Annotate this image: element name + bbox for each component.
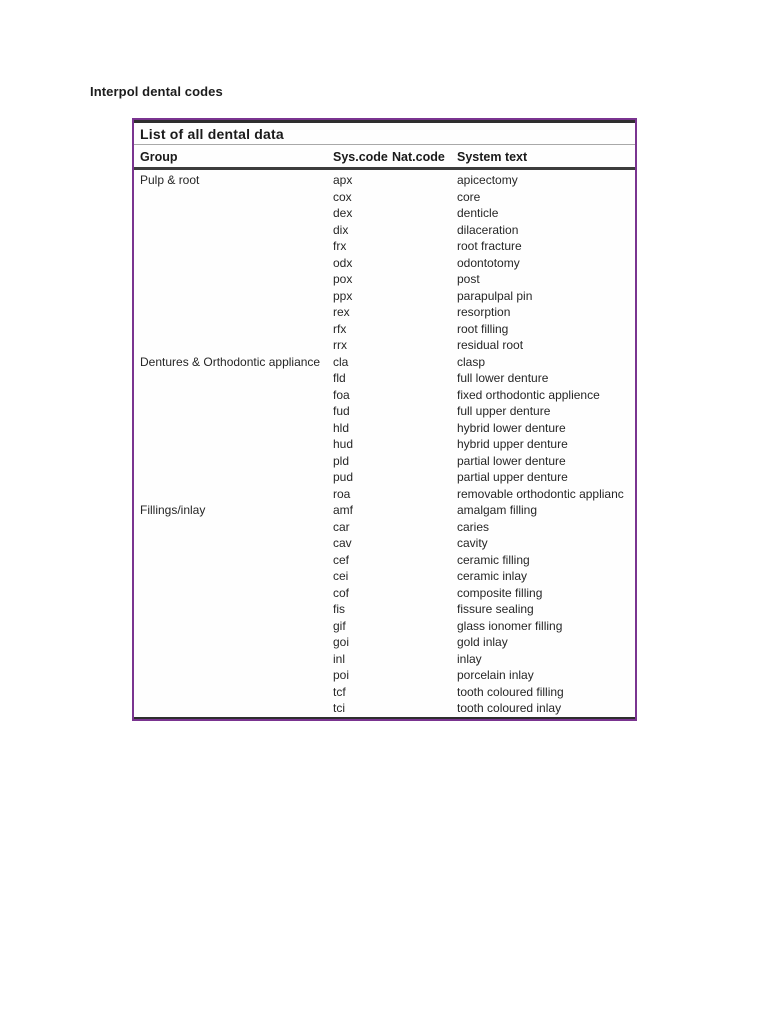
cell-system-text: fixed orthodontic applience <box>457 387 600 402</box>
cell-system-text: root filling <box>457 321 509 336</box>
table-row <box>134 568 635 585</box>
cell-sys-code: cof <box>333 585 350 600</box>
table-row <box>134 601 635 618</box>
table-header-row <box>134 145 635 170</box>
cell-sys-code: cav <box>333 536 352 550</box>
table-row <box>134 469 635 486</box>
table-row <box>134 189 635 206</box>
cell-system-text: parapulpal pin <box>457 288 533 303</box>
cell-sys-code: ppx <box>333 288 353 303</box>
cell-sys-code: inl <box>333 651 346 666</box>
cell-system-text: residual root <box>457 338 524 352</box>
cell-sys-code: hud <box>333 437 354 451</box>
cell-system-text: resorption <box>457 305 511 319</box>
cell-system-text: ceramic inlay <box>457 569 528 583</box>
dental-codes-table <box>132 118 637 721</box>
cell-system-text: partial lower denture <box>457 453 566 468</box>
cell-system-text: hybrid upper denture <box>457 437 568 451</box>
cell-system-text: inlay <box>457 651 482 666</box>
cell-system-text: removable orthodontic applianc <box>457 486 624 501</box>
table-row <box>134 403 635 420</box>
cell-sys-code: car <box>333 519 350 534</box>
cell-system-text: apicectomy <box>457 173 518 187</box>
cell-system-text: amalgam filling <box>457 503 538 517</box>
table-row <box>134 618 635 635</box>
cell-system-text: tooth coloured filling <box>457 684 564 699</box>
cell-sys-code: pud <box>333 470 354 484</box>
table-rows <box>134 170 635 717</box>
table-row <box>134 420 635 437</box>
table-row <box>134 387 635 404</box>
cell-sys-code: goi <box>333 635 350 649</box>
cell-group: Pulp & root <box>140 173 200 187</box>
cell-sys-code: dix <box>333 222 349 237</box>
cell-system-text: full upper denture <box>457 404 551 418</box>
cell-sys-code: cei <box>333 569 349 583</box>
cell-sys-code: cox <box>333 189 352 204</box>
cell-sys-code: poi <box>333 668 350 682</box>
table-row <box>134 486 635 503</box>
cell-sys-code: apx <box>333 173 353 187</box>
cell-sys-code: tcf <box>333 684 346 699</box>
table-title: List of all dental data <box>134 123 635 145</box>
cell-sys-code: rfx <box>333 321 347 336</box>
cell-sys-code: roa <box>333 486 351 501</box>
table-row <box>134 453 635 470</box>
table-row <box>134 651 635 668</box>
table-row <box>134 337 635 354</box>
cell-sys-code: tci <box>333 701 345 715</box>
cell-system-text: core <box>457 189 481 204</box>
cell-system-text: glass ionomer filling <box>457 618 563 633</box>
cell-system-text: denticle <box>457 206 499 220</box>
cell-sys-code: cla <box>333 354 349 369</box>
table-row <box>134 535 635 552</box>
cell-system-text: composite filling <box>457 585 543 600</box>
table-row <box>134 172 635 189</box>
cell-sys-code: amf <box>333 503 354 517</box>
table-row <box>134 519 635 536</box>
table-row <box>134 255 635 272</box>
table-row <box>134 436 635 453</box>
cell-system-text: gold inlay <box>457 635 508 649</box>
table-row <box>134 205 635 222</box>
table-row <box>134 370 635 387</box>
cell-sys-code: gif <box>333 618 346 633</box>
cell-sys-code: pld <box>333 453 350 468</box>
cell-system-text: cavity <box>457 536 488 550</box>
cell-sys-code: rex <box>333 305 350 319</box>
cell-system-text: partial upper denture <box>457 470 568 484</box>
table-row <box>134 552 635 569</box>
table-row <box>134 288 635 305</box>
table-row <box>134 684 635 701</box>
cell-system-text: root fracture <box>457 239 522 253</box>
table-row <box>134 585 635 602</box>
cell-system-text: odontotomy <box>457 255 520 270</box>
page-title: Interpol dental codes <box>90 84 223 99</box>
cell-system-text: porcelain inlay <box>457 668 534 682</box>
table-row <box>134 321 635 338</box>
table-row <box>134 700 635 717</box>
cell-sys-code: foa <box>333 387 350 402</box>
cell-sys-code: pox <box>333 272 353 286</box>
table-inner-frame <box>134 120 635 719</box>
cell-sys-code: fld <box>333 371 346 385</box>
column-header-sys-code: Sys.code <box>333 150 388 164</box>
cell-system-text: dilaceration <box>457 222 519 237</box>
column-header-system-text: System text <box>457 150 528 164</box>
table-row <box>134 634 635 651</box>
cell-group: Dentures & Orthodontic appliance <box>140 354 321 369</box>
cell-sys-code: frx <box>333 239 347 253</box>
cell-sys-code: dex <box>333 206 353 220</box>
cell-sys-code: fud <box>333 404 350 418</box>
cell-system-text: full lower denture <box>457 371 549 385</box>
cell-sys-code: odx <box>333 255 353 270</box>
table-row <box>134 238 635 255</box>
cell-system-text: post <box>457 272 480 286</box>
table-row <box>134 222 635 239</box>
cell-sys-code: rrx <box>333 338 347 352</box>
cell-system-text: fissure sealing <box>457 602 534 616</box>
cell-system-text: hybrid lower denture <box>457 420 566 435</box>
cell-system-text: tooth coloured inlay <box>457 701 562 715</box>
cell-sys-code: hld <box>333 420 350 435</box>
cell-system-text: clasp <box>457 354 486 369</box>
column-header-nat-code: Nat.code <box>392 150 445 164</box>
table-row <box>134 304 635 321</box>
column-header-group: Group <box>140 150 178 164</box>
table-row <box>134 667 635 684</box>
table-row <box>134 271 635 288</box>
cell-system-text: ceramic filling <box>457 552 530 567</box>
table-row <box>134 354 635 371</box>
cell-system-text: caries <box>457 519 490 534</box>
cell-sys-code: fis <box>333 602 345 616</box>
cell-sys-code: cef <box>333 552 350 567</box>
cell-group: Fillings/inlay <box>140 503 206 517</box>
table-row <box>134 502 635 519</box>
